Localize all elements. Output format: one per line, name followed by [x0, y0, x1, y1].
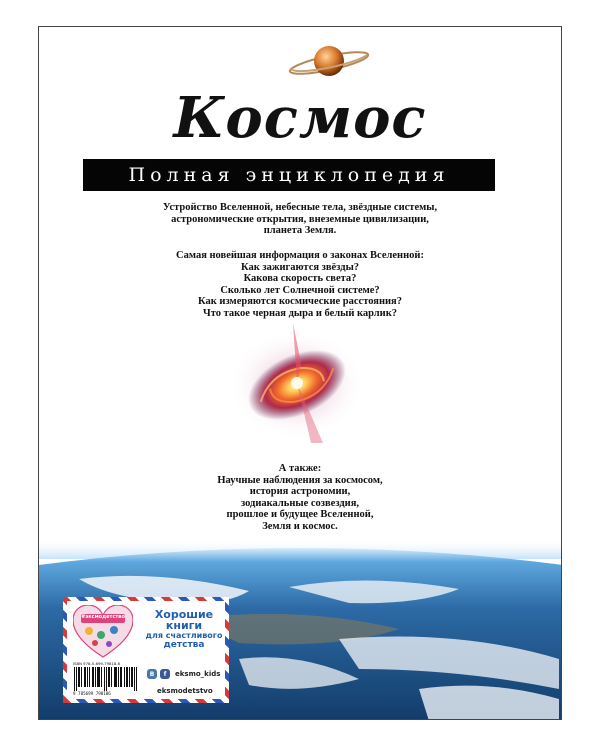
also-text	[39, 463, 561, 532]
social-handle-secondary: eksmodetstvo	[157, 687, 213, 695]
slogan-line: детства	[163, 640, 205, 650]
question-line: Самая новейшая информация о законах Вселенной:	[176, 250, 424, 261]
facebook-icon: f	[160, 669, 170, 679]
barcode-icon	[73, 667, 139, 691]
vk-icon: B	[147, 669, 157, 679]
also-line: прошлое и будущее Вселенной,	[226, 509, 374, 520]
book-cover	[38, 26, 562, 720]
galaxy-illustration	[227, 323, 367, 443]
also-line: зодиакальные созвездия,	[240, 497, 360, 509]
questions-text	[39, 250, 561, 319]
book-subtitle: Полная энциклопедия	[128, 164, 450, 186]
social-handle: eksmo_kids	[175, 670, 221, 678]
also-line: Земля и космос.	[262, 520, 338, 532]
question-line: Как зажигаются звёзды?	[240, 261, 360, 273]
also-line: Научные наблюдения за космосом,	[217, 474, 383, 486]
isbn-label: ISBN 978-5-699-79818-6	[73, 661, 121, 666]
barcode-digits: 9 785699 798186	[73, 691, 111, 696]
slogan-line: для счастливого	[145, 631, 223, 640]
also-line: А также:	[278, 463, 322, 474]
publisher-sticker	[63, 597, 229, 703]
subtitle-banner	[83, 159, 495, 191]
slogan	[143, 609, 225, 650]
isbn-block	[73, 661, 139, 696]
question-line: Как измеряются космические расстояния?	[198, 296, 402, 307]
book-title: Космос	[173, 85, 427, 151]
also-line: история астрономии,	[249, 486, 351, 497]
saturn-illustration	[288, 39, 370, 83]
slogan-line: книги	[165, 619, 203, 632]
question-line: Что такое черная дыра и белый карлик?	[202, 307, 397, 319]
hashtag-label: #эксмодетство	[81, 614, 125, 620]
intro-line: планета Земля.	[263, 225, 337, 236]
intro-line: Устройство Вселенной, небесные тела, звёздные системы,	[162, 202, 438, 213]
question-line: Какова скорость света?	[243, 273, 357, 284]
question-line: Сколько лет Солнечной системе?	[220, 284, 380, 296]
social-row	[147, 669, 220, 679]
slogan-line: Хорошие	[154, 608, 214, 621]
intro-text	[39, 202, 561, 237]
intro-line: астрономические открытия, внеземные цивилизации,	[171, 213, 429, 225]
